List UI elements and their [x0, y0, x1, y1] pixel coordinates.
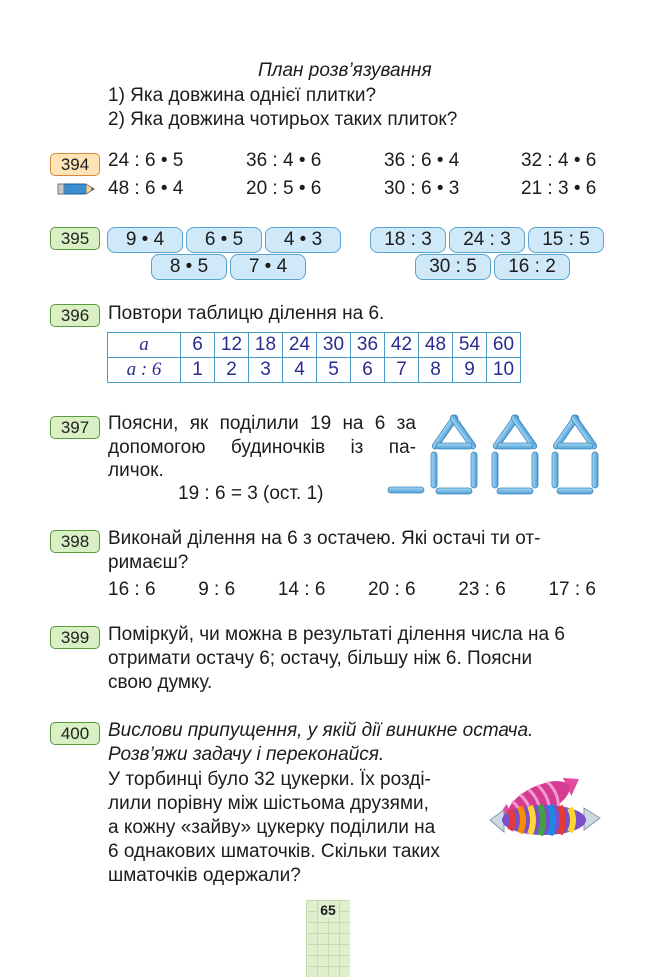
- task-398-expr: 16 : 6: [108, 579, 156, 600]
- expression-card: 4 • 3: [265, 227, 341, 253]
- table-cell: 4: [283, 358, 317, 383]
- task-396-text: Повтори таблицю ділення на 6.: [108, 303, 385, 324]
- table-cell: 42: [385, 333, 419, 358]
- word: будиночків: [230, 437, 326, 458]
- table-cell: 36: [351, 333, 385, 358]
- table-cell: 6: [351, 358, 385, 383]
- word: із: [350, 437, 364, 458]
- page-number-text: 65: [320, 902, 336, 918]
- word: на: [342, 413, 364, 434]
- task-397-number: 397: [50, 416, 100, 439]
- task-400-line-3: а кожну «зайву» цукерку поділили на: [108, 817, 436, 838]
- word: поділили: [219, 413, 299, 434]
- task-400-line-4: 6 однакових шматочків. Скільки таких: [108, 841, 440, 862]
- division-table: [107, 332, 521, 383]
- table-cell: 8: [419, 358, 453, 383]
- table-row: [108, 333, 521, 358]
- task-394-expr: 36 : 4 • 6: [246, 150, 322, 171]
- table-header-a-div-6: a : 6: [108, 358, 181, 383]
- table-cell: 5: [317, 358, 351, 383]
- task-394-expr: 20 : 5 • 6: [246, 178, 322, 199]
- task-397-line-3: личок.: [108, 460, 164, 481]
- task-394-expr: 21 : 3 • 6: [521, 178, 597, 199]
- plan-title: План розв’язування: [258, 60, 432, 81]
- task-394-expr: 48 : 6 • 4: [108, 178, 184, 199]
- task-398-number: 398: [50, 530, 100, 553]
- plan-question-2: 2) Яка довжина чотирьох таких плиток?: [108, 109, 458, 130]
- word: Поясни,: [108, 413, 179, 434]
- expression-card: 8 • 5: [151, 254, 227, 280]
- task-399-line-2: отримати остачу 6; остачу, більшу ніж 6. Поясни: [108, 648, 533, 669]
- table-cell: 18: [249, 333, 283, 358]
- table-cell: 7: [385, 358, 419, 383]
- pencil-icon: [52, 180, 96, 198]
- table-cell: 6: [181, 333, 215, 358]
- table-cell: 48: [419, 333, 453, 358]
- task-398-line-2: римаєш?: [108, 552, 189, 573]
- task-400-line-2: лили порівну між шістьома друзями,: [108, 793, 429, 814]
- expression-card: 24 : 3: [449, 227, 525, 253]
- task-394-expr: 30 : 6 • 3: [384, 178, 460, 199]
- task-399-number: 399: [50, 626, 100, 649]
- task-394-expr: 24 : 6 • 5: [108, 150, 184, 171]
- table-cell: 12: [215, 333, 249, 358]
- task-398-expressions: [108, 579, 596, 601]
- task-394-number: 394: [50, 153, 100, 176]
- page-number: [306, 900, 350, 977]
- task-397-line-1: [108, 413, 416, 435]
- table-cell: 10: [487, 358, 521, 383]
- table-header-a: a: [108, 333, 181, 358]
- word: па-: [388, 437, 416, 458]
- table-cell: 60: [487, 333, 521, 358]
- task-400-line-5: шматочків одержали?: [108, 865, 301, 886]
- task-398-line-1: Виконай ділення на 6 з остачею. Які остачі ти от-: [108, 528, 541, 549]
- task-394-expr: 36 : 6 • 4: [384, 150, 460, 171]
- task-398-expr: 20 : 6: [368, 579, 416, 600]
- task-398-expr: 14 : 6: [277, 579, 326, 600]
- task-397-line-2: [108, 437, 416, 459]
- task-399-line-3: свою думку.: [108, 672, 213, 693]
- word: за: [396, 413, 416, 434]
- table-cell: 24: [283, 333, 317, 358]
- table-cell: 54: [453, 333, 487, 358]
- task-398-expr: 23 : 6: [458, 579, 506, 600]
- table-cell: 30: [317, 333, 351, 358]
- expression-card: 16 : 2: [494, 254, 570, 280]
- task-394-expr: 32 : 4 • 6: [521, 150, 597, 171]
- expression-card: 6 • 5: [186, 227, 262, 253]
- expression-card: 7 • 4: [230, 254, 306, 280]
- task-396-number: 396: [50, 304, 100, 327]
- task-400-line-1: У торбинці було 32 цукерки. Їх розді-: [108, 769, 431, 790]
- plan-question-1: 1) Яка довжина однієї плитки?: [108, 85, 377, 106]
- table-cell: 2: [215, 358, 249, 383]
- word: 19: [310, 413, 332, 434]
- word: як: [189, 413, 209, 434]
- task-400-number: 400: [50, 722, 100, 745]
- expression-card: 9 • 4: [107, 227, 183, 253]
- word: 6: [374, 413, 386, 434]
- task-397-equation: 19 : 6 = 3 (ост. 1): [178, 483, 324, 504]
- task-398-expr: 9 : 6: [198, 579, 236, 600]
- word: допомогою: [108, 437, 206, 458]
- table-row: [108, 358, 521, 383]
- stick-houses-illustration: [386, 408, 608, 500]
- expression-card: 18 : 3: [370, 227, 446, 253]
- table-cell: 3: [249, 358, 283, 383]
- candy-illustration: [484, 768, 606, 840]
- task-398-expr: 17 : 6: [548, 579, 596, 600]
- task-400-instruction-1: Вислови припущення, у якій дії виникне остача.: [108, 720, 534, 741]
- task-395-number: 395: [50, 227, 100, 250]
- task-400-instruction-2: Розв’яжи задачу і переконайся.: [108, 744, 385, 765]
- table-cell: 1: [181, 358, 215, 383]
- expression-card: 30 : 5: [415, 254, 491, 280]
- expression-card: 15 : 5: [528, 227, 604, 253]
- table-cell: 9: [453, 358, 487, 383]
- task-399-line-1: Поміркуй, чи можна в результаті ділення числа на 6: [108, 624, 565, 645]
